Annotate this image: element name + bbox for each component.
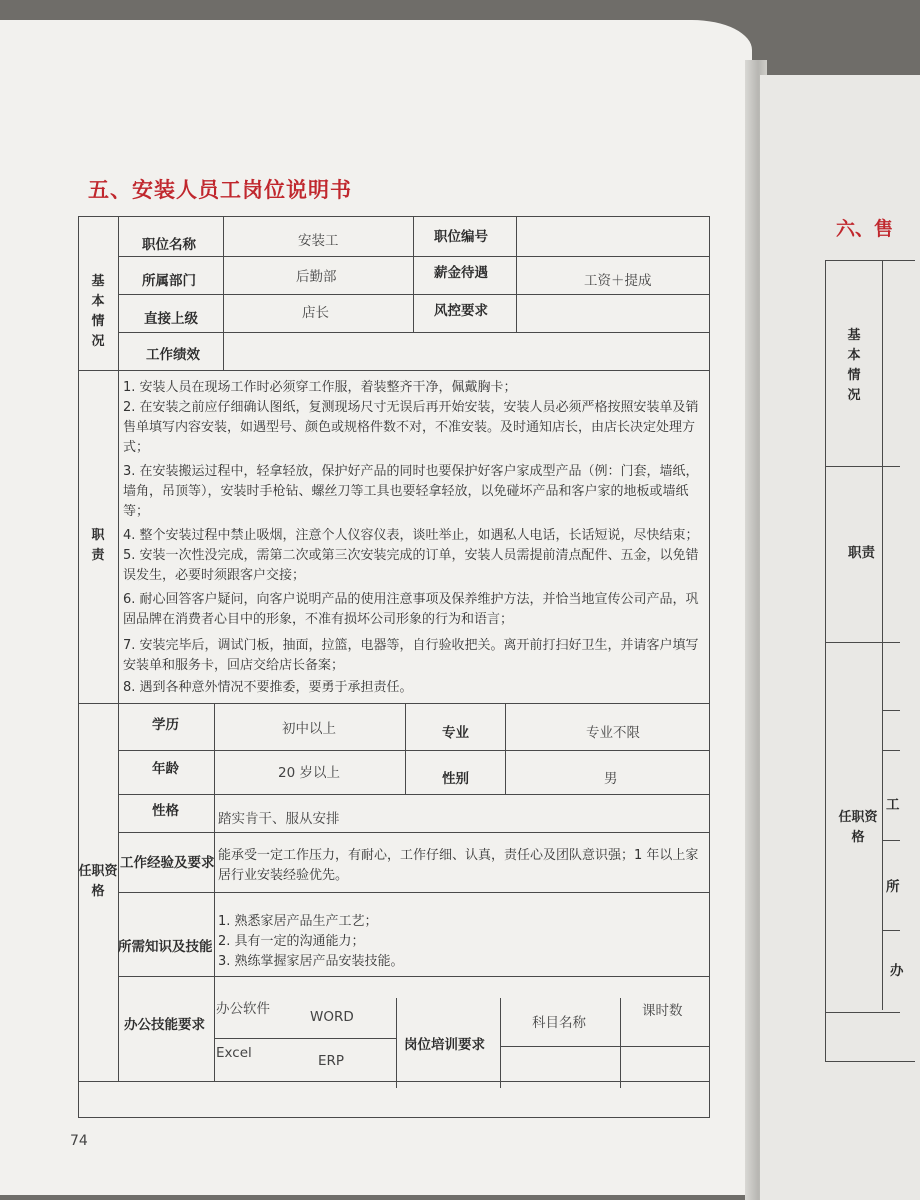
major-value: 专业不限 [586, 725, 640, 741]
department-value: 后勤部 [296, 269, 337, 285]
office-erp-text: ERP [318, 1053, 345, 1069]
superior-value: 店长 [302, 305, 329, 321]
right-qual-label: 任职资格 [838, 810, 878, 845]
duty-item-4: 4. 整个安装过程中禁止吸烟，注意个人仪容仪表，谈吐举止，如遇私人电话，长话短说，尽快结束； [123, 528, 699, 543]
office-software-text: 办公软件 [216, 1001, 270, 1017]
salary-value: 工资＋提成 [584, 273, 652, 289]
right-duties-label: 职责 [848, 545, 875, 561]
duty-item-5: 5. 安装一次性没完成，需第二次或第三次安装完成的订单，安装人员需提前清点配件、五金，以免错误发生，必要时须跟客户交接； [123, 548, 699, 584]
knowledge-item-3: 3. 熟练掌握家居产品安装技能。 [218, 954, 404, 969]
risk-control-label: 风控要求 [434, 303, 488, 319]
education-value: 初中以上 [282, 721, 336, 737]
page-number: 74 [70, 1133, 88, 1149]
training-label: 岗位培训要求 [404, 1037, 485, 1053]
table-footer-row [78, 1082, 710, 1118]
training-hours-header: 课时数 [642, 1003, 683, 1019]
training-subject-header: 科目名称 [532, 1015, 586, 1031]
qualifications-group-label: 任职资格 [78, 864, 118, 899]
experience-value: 能承受一定工作压力，有耐心，工作仔细、认真，责任心及团队意识强；1 年以上家居行业安装经验优先。 [218, 848, 699, 883]
right-table-border [825, 260, 915, 1062]
knowledge-item-2: 2. 具有一定的沟通能力； [218, 934, 365, 949]
salary-label: 薪金待遇 [434, 265, 488, 281]
office-skills-label: 办公技能要求 [124, 1017, 205, 1033]
age-value: 20 岁以上 [278, 765, 340, 781]
office-word-text: WORD [310, 1009, 354, 1025]
knowledge-label: 所需知识及技能 [118, 939, 213, 955]
right-fragment-3: 办 [890, 963, 904, 979]
right-page-title: 六、售 [836, 218, 894, 240]
duties-group-label: 职责 [91, 528, 105, 563]
knowledge-item-1: 1. 熟悉家居产品生产工艺； [218, 914, 378, 929]
duty-item-6: 6. 耐心回答客户疑问，向客户说明产品的使用注意事项及保养维护方法，并恰当地宣传公司产品，巩固品牌在消费者心目中的形象，不准有损坏公司形象的行为和语言； [123, 592, 699, 628]
personality-value: 踏实肯干、服从安排 [218, 811, 340, 827]
department-label: 所属部门 [142, 273, 196, 289]
section-title: 五、安装人员工岗位说明书 [88, 178, 352, 202]
personality-label: 性格 [152, 803, 179, 819]
superior-label: 直接上级 [144, 311, 198, 327]
performance-label: 工作绩效 [146, 347, 200, 363]
position-name-label: 职位名称 [142, 237, 196, 253]
education-label: 学历 [152, 717, 179, 733]
experience-label: 工作经验及要求 [120, 855, 215, 871]
age-label: 年龄 [152, 761, 179, 777]
gender-label: 性别 [442, 771, 469, 787]
duty-item-1: 1. 安装人员在现场工作时必须穿工作服，着装整齐干净，佩戴胸卡； [123, 380, 517, 395]
office-excel-text: Excel [216, 1045, 252, 1061]
duty-item-2: 2. 在安装之前应仔细确认图纸，复测现场尺寸无误后再开始安装，安装人员必须严格按照安装单及销售单填写内容安装，如遇型号、颜色或规格件数不对，不准安装。及时通知店长，由店长决定处理方式； [123, 400, 699, 456]
duty-item-8: 8. 遇到各种意外情况不要推委，要勇于承担责任。 [123, 680, 413, 695]
duty-item-7: 7. 安装完毕后，调试门板，抽面，拉篮，电器等，自行验收把关。离开前打扫好卫生，并请客户填写安装单和服务卡，回店交给店长备案； [123, 638, 699, 674]
duty-item-3: 3. 在安装搬运过程中，轻拿轻放，保护好产品的同时也要保护好客户家成型产品（例：门套，墙纸，墙角，吊顶等），安装时手枪钻、螺丝刀等工具也要轻拿轻放，以免碰坏产品和客户家的地板或墙纸等； [123, 464, 699, 520]
position-no-label: 职位编号 [434, 229, 488, 245]
right-fragment-2: 所 [886, 879, 900, 895]
basic-info-group-label: 基本情况 [91, 274, 105, 349]
right-basic-label: 基本情况 [847, 328, 861, 403]
major-label: 专业 [442, 725, 469, 741]
right-fragment-1: 工 [886, 797, 900, 813]
gender-value: 男 [604, 771, 618, 787]
position-name-value: 安装工 [298, 233, 339, 249]
